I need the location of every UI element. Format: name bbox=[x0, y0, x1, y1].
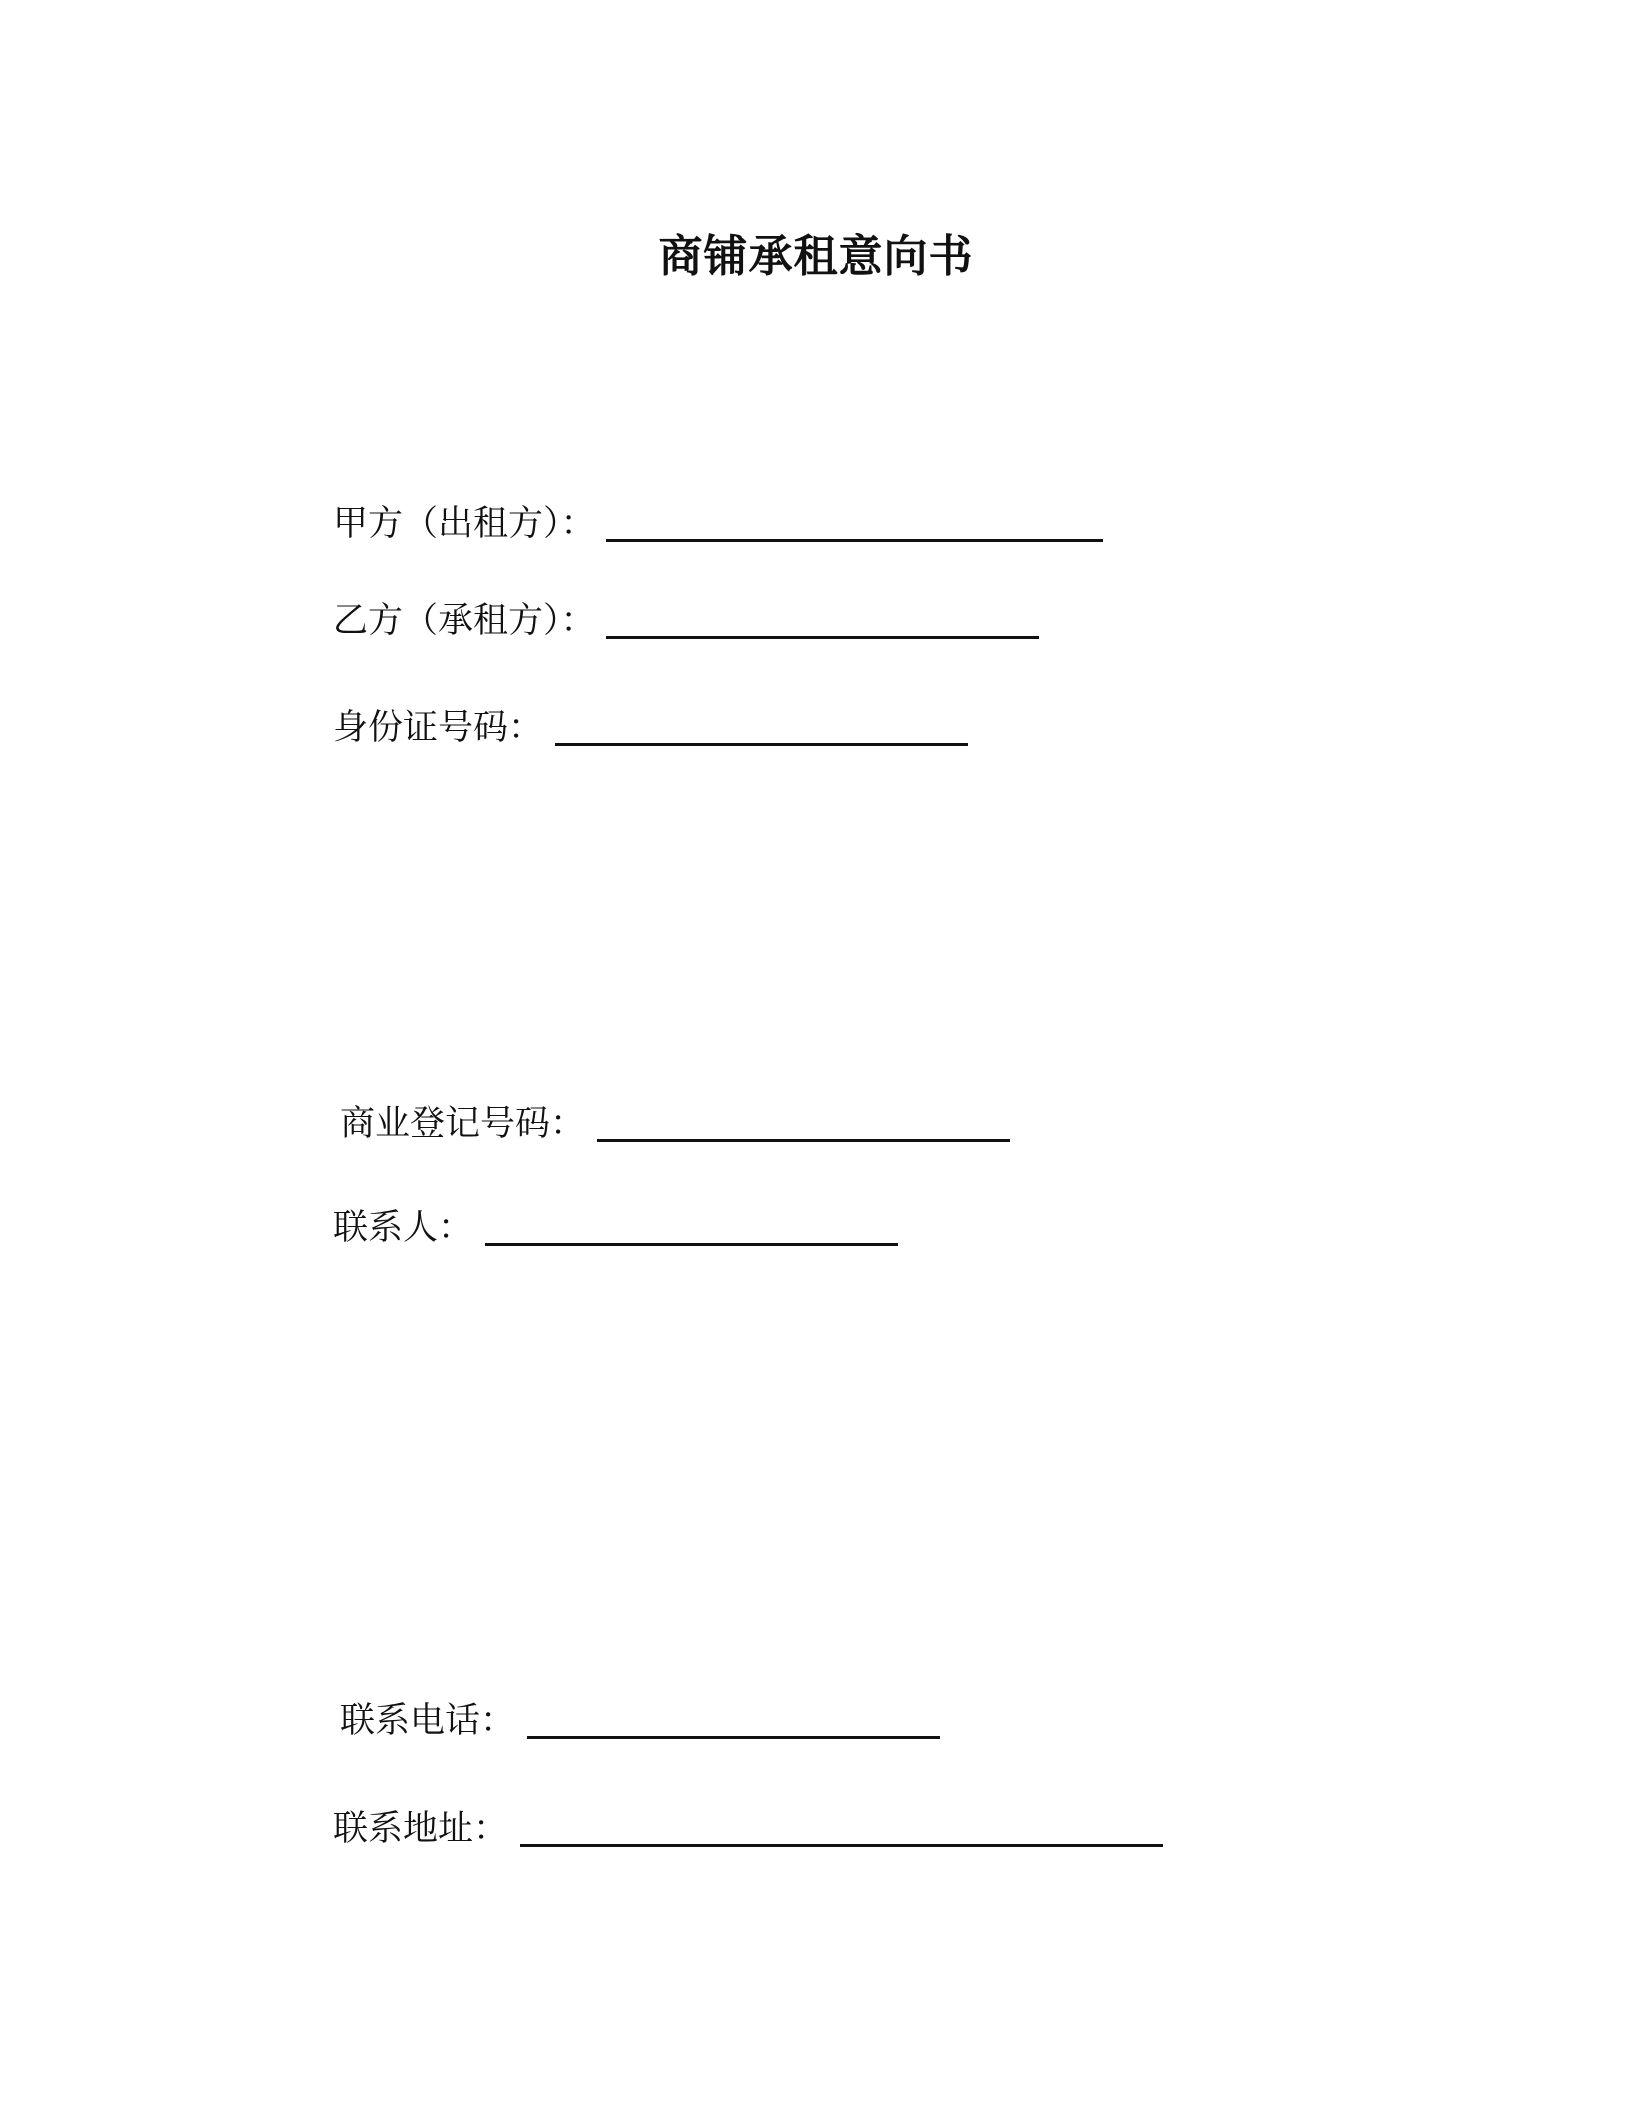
contact-address-label: 联系地址： bbox=[333, 1809, 509, 1849]
party-b-label: 乙方（承租方）： bbox=[333, 601, 596, 641]
id-number-label: 身份证号码： bbox=[333, 708, 544, 748]
party-b-blank-line[interactable] bbox=[606, 636, 1039, 639]
business-reg-blank-line[interactable] bbox=[597, 1139, 1010, 1142]
party-a-field bbox=[333, 500, 1103, 548]
business-reg-label: 商业登记号码： bbox=[340, 1104, 586, 1144]
contact-person-field bbox=[333, 1204, 898, 1252]
contact-person-label: 联系人： bbox=[333, 1208, 474, 1248]
party-b-field bbox=[333, 597, 1039, 645]
contact-person-blank-line[interactable] bbox=[485, 1243, 898, 1246]
contact-address-blank-line[interactable] bbox=[520, 1844, 1163, 1847]
party-a-label: 甲方（出租方）： bbox=[333, 504, 596, 544]
id-number-blank-line[interactable] bbox=[555, 743, 968, 746]
contact-phone-field bbox=[340, 1697, 940, 1745]
contact-phone-label: 联系电话： bbox=[340, 1701, 516, 1741]
party-a-blank-line[interactable] bbox=[606, 539, 1103, 542]
contact-phone-blank-line[interactable] bbox=[527, 1736, 940, 1739]
business-reg-field bbox=[340, 1100, 1010, 1148]
contact-address-field bbox=[333, 1805, 1163, 1853]
id-number-field bbox=[333, 704, 968, 752]
document-title: 商铺承租意向书 bbox=[658, 231, 974, 282]
